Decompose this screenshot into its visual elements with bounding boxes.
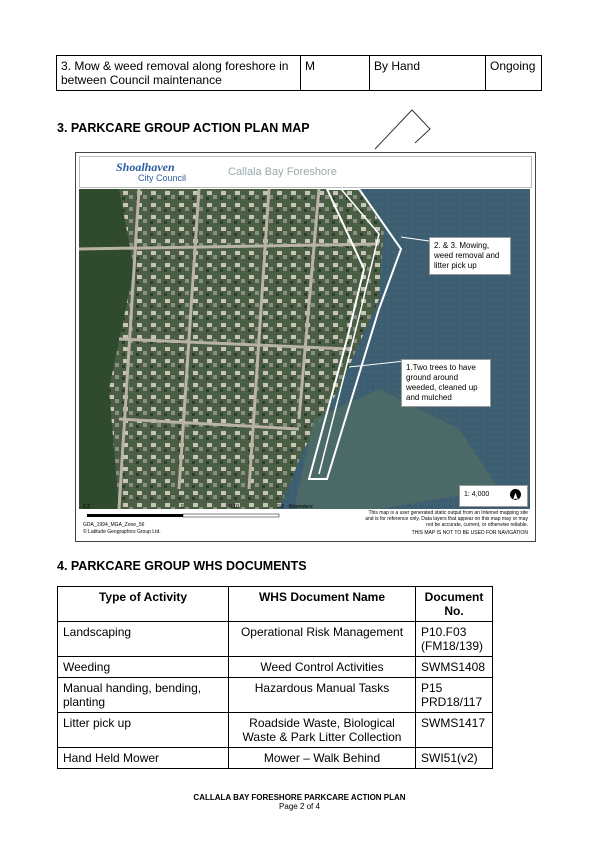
activity-cell: Hand Held Mower <box>58 748 229 769</box>
projection-text: GDA_1994_MGA_Zone_56 <box>83 522 145 528</box>
document-name-cell: Mower – Walk Behind <box>229 748 416 769</box>
table-row <box>58 713 493 748</box>
activity-cell: Landscaping <box>58 622 229 657</box>
task-cell: 3. Mow & weed removal along foreshore in between Council maintenance <box>57 56 301 91</box>
map-header <box>79 156 532 188</box>
activity-cell: Weeding <box>58 657 229 678</box>
pointer-shape-icon <box>370 105 440 150</box>
column-header: Document No. <box>416 587 493 622</box>
table-header-row <box>58 587 493 622</box>
document-name-cell: Operational Risk Management <box>229 622 416 657</box>
council-logo-subtext: City Council <box>138 173 187 183</box>
action-plan-map <box>75 152 536 542</box>
document-number-cell: P10.F03 (FM18/139) <box>416 622 493 657</box>
aerial-map <box>79 189 530 509</box>
page-number: Page 2 of 4 <box>279 802 320 811</box>
callout-trees: 1.Two trees to have ground around weeded, cleaned up and mulched <box>401 359 491 407</box>
activity-table-continued <box>56 55 542 91</box>
scale-tick: 0.2 <box>277 504 284 510</box>
document-name-cell: Weed Control Activities <box>229 657 416 678</box>
table-row <box>58 622 493 657</box>
priority-cell: M <box>301 56 370 91</box>
north-arrow-icon <box>510 489 521 500</box>
table-row <box>58 748 493 769</box>
scale-tick: 0 <box>181 504 184 510</box>
table-row <box>58 657 493 678</box>
scale-unit: Kilometers <box>289 504 313 510</box>
map-footer <box>79 504 530 538</box>
scale-bar-icon <box>83 510 323 520</box>
section-4-heading: 4. PARKCARE GROUP WHS DOCUMENTS <box>57 559 307 573</box>
document-name-cell: Hazardous Manual Tasks <box>229 678 416 713</box>
copyright-text: © Latitude Geographics Group Ltd. <box>83 529 161 535</box>
document-number-cell: P15 PRD18/117 <box>416 678 493 713</box>
activity-cell: Manual handing, bending, planting <box>58 678 229 713</box>
footer-title: CALLALA BAY FORESHORE PARKCARE ACTION PLAN <box>193 793 406 802</box>
column-header: Type of Activity <box>58 587 229 622</box>
page-footer <box>0 793 599 811</box>
document-number-cell: SWMS1417 <box>416 713 493 748</box>
disclaimer-text: This map is a user generated static output from an Internet mapping site and is for reference only. Data layers that appear on this map may or may not be accurate, current, or otherwise reliable. <box>365 510 528 528</box>
callout-mowing: 2. & 3. Mowing, weed removal and litter pick up <box>429 237 511 275</box>
table-row <box>57 56 542 91</box>
document-number-cell: SWI51(v2) <box>416 748 493 769</box>
scale-tick: 0.10 <box>229 504 239 510</box>
navigation-warning: THIS MAP IS NOT TO BE USED FOR NAVIGATION <box>411 530 528 536</box>
section-3-heading: 3. PARKCARE GROUP ACTION PLAN MAP <box>57 121 310 135</box>
scale-box <box>459 485 528 507</box>
map-title: Callala Bay Foreshore <box>228 166 337 178</box>
scale-text: 1: 4,000 <box>464 491 490 498</box>
council-logo-text: Shoalhaven <box>116 160 175 174</box>
activity-cell: Litter pick up <box>58 713 229 748</box>
method-cell: By Hand <box>370 56 486 91</box>
whs-documents-table <box>57 586 493 769</box>
document-name-cell: Roadside Waste, Biological Waste & Park Litter Collection <box>229 713 416 748</box>
scale-tick: 0.2 <box>83 504 90 510</box>
column-header: WHS Document Name <box>229 587 416 622</box>
timing-cell: Ongoing <box>486 56 542 91</box>
table-row <box>58 678 493 713</box>
document-number-cell: SWMS1408 <box>416 657 493 678</box>
